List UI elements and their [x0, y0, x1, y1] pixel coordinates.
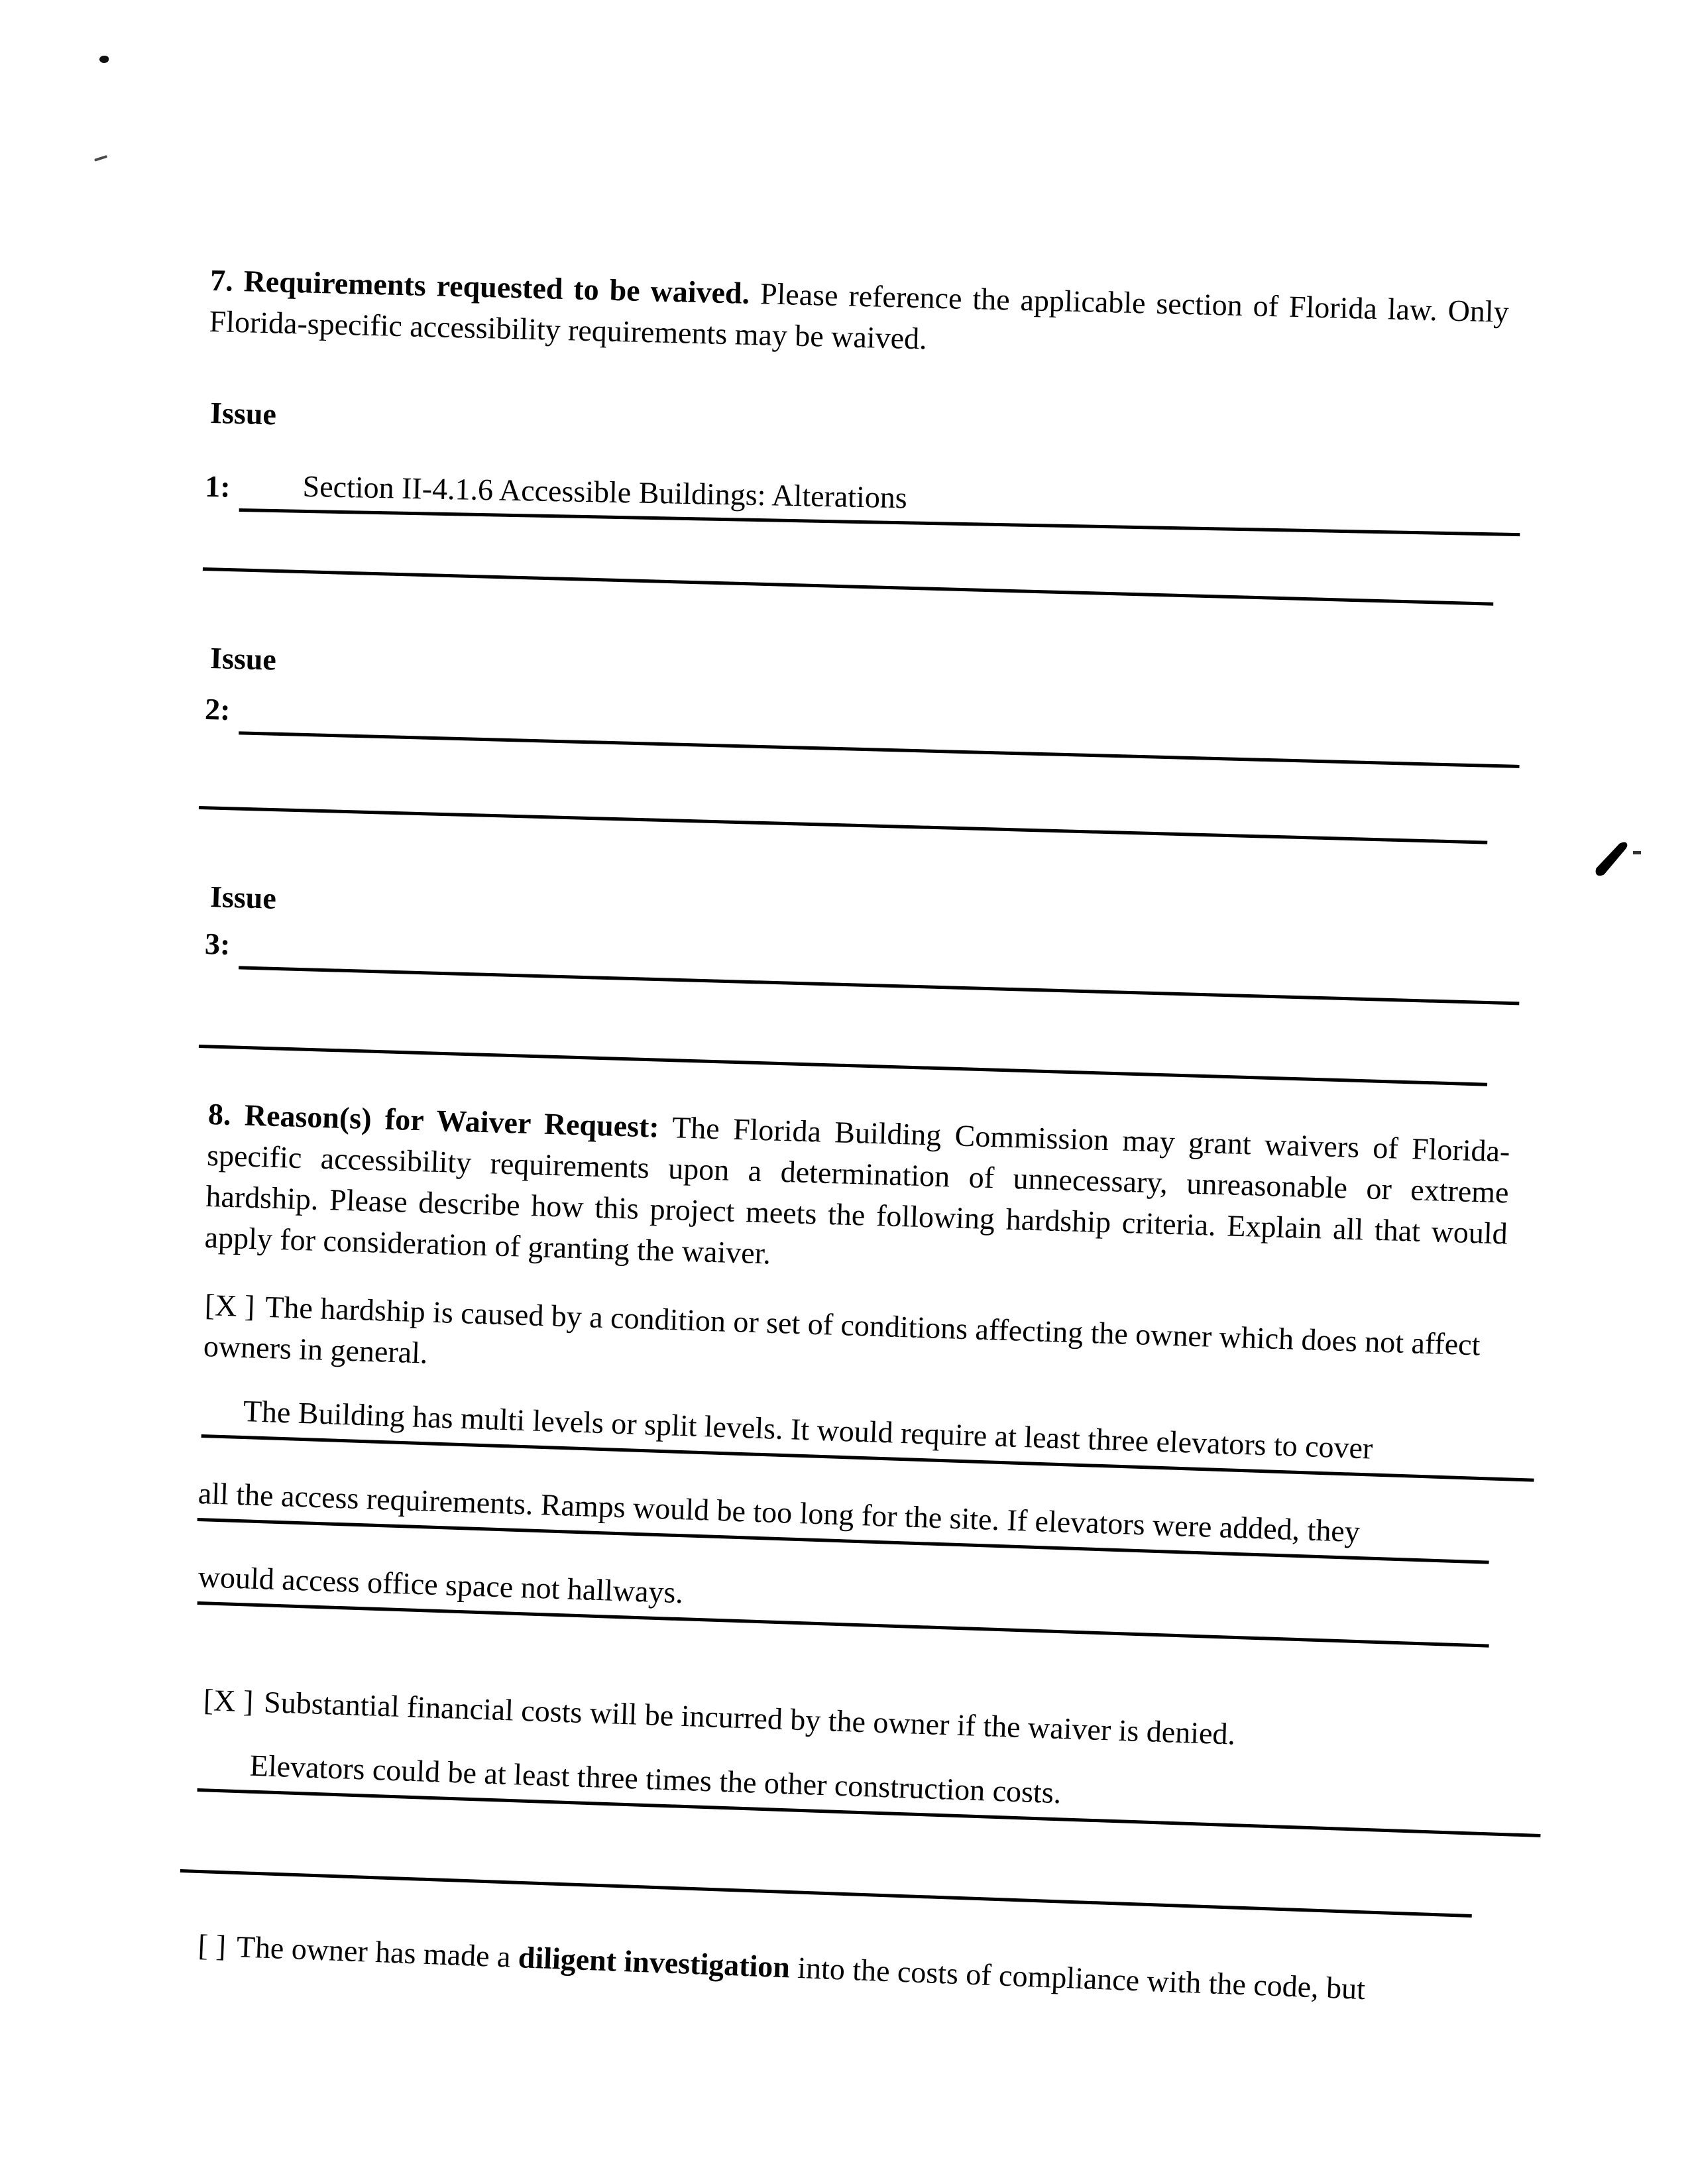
issue-1-value: Section II-4.1.6 Accessible Buildings: Alterations — [302, 469, 908, 515]
issue-3-label: Issue — [209, 879, 277, 915]
criterion-1-answer-line-2: all the access requirements. Ramps would be too long for the site. If elevators were added, they — [197, 1473, 1491, 1564]
issue-1-label: Issue — [209, 395, 277, 431]
section-7-paragraph — [209, 260, 1509, 374]
pen-mark — [1589, 829, 1656, 888]
scan-speck-squiggle — [94, 155, 107, 162]
section-8-paragraph — [204, 1094, 1510, 1295]
issue-3-number: 3: — [204, 926, 231, 962]
issue-3-blank-rule — [199, 1045, 1487, 1086]
issue-2-number: 2: — [204, 691, 231, 726]
criterion-2-blank-rule — [180, 1869, 1472, 1918]
issue-2-label: Issue — [209, 640, 277, 677]
criterion-3-text-suffix: into the costs of compliance with the code, but — [789, 1950, 1366, 2006]
issue-2-entry-line — [239, 687, 1520, 768]
issue-3-row — [204, 921, 1520, 1005]
criterion-3-checkbox: [ ] — [197, 1927, 227, 1963]
criterion-2-answer-line-1: Elevators could be at least three times the other construction costs. — [197, 1743, 1542, 1837]
issue-3-entry-line — [239, 922, 1520, 1005]
criterion-2-statement — [203, 1680, 1236, 1755]
criterion-2-text: Substantial financial costs will be incurred by the owner if the waiver is denied. — [263, 1685, 1236, 1751]
issue-1-number: 1: — [204, 469, 231, 504]
criterion-3-text-bold: diligent investigation — [518, 1940, 791, 1984]
criterion-1-answer-line-3: would access office space not hallways. — [197, 1556, 1491, 1648]
criterion-3-text-prefix: The owner has made a — [235, 1929, 519, 1975]
criterion-1-statement — [203, 1285, 1514, 1408]
criterion-1-checkbox: [X ] — [204, 1287, 256, 1324]
section-7-body: Please reference the applicable section of Florida law. Only Florida-specific accessibility requirements may be waived. — [209, 276, 1510, 356]
issue-2-row — [204, 687, 1520, 768]
scan-speck-dot — [99, 56, 109, 63]
section-7-heading: 7. Requirements requested to be waived. — [209, 262, 750, 310]
criterion-3-statement — [197, 1925, 1366, 2010]
issue-1-entry-line — [239, 465, 1521, 536]
issue-2-blank-rule — [199, 806, 1487, 844]
issue-1-row — [205, 464, 1521, 536]
criterion-1-answer-line-1: The Building has multi levels or split levels. It would require at least three elevators to cover — [201, 1389, 1536, 1482]
section-8-heading: 8. Reason(s) for Waiver Request: — [207, 1096, 660, 1144]
issue-1-blank-rule — [203, 567, 1493, 606]
criterion-2-checkbox: [X ] — [203, 1682, 254, 1719]
criterion-1-text: The hardship is caused by a condition or set of conditions affecting the owner which does not affect owners in general. — [203, 1289, 1481, 1370]
section-8-body: The Florida Building Commission may grant waivers of Florida-specific accessibility requirements upon a determination of unnecessary, unreasonable or extreme hardship. Please describe how this project meets the following hardship criteria. Explain all that would apply for consideration of granting the waiver. — [204, 1110, 1511, 1271]
